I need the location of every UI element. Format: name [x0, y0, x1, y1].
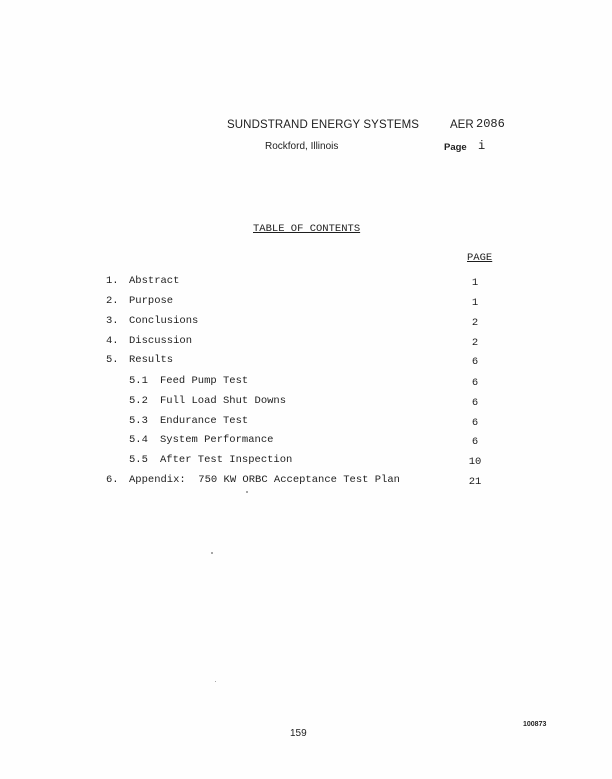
toc-entry-title: After Test Inspection	[160, 454, 293, 466]
toc-entry-title: Results	[129, 354, 174, 366]
toc-entry-page: 6	[471, 356, 479, 368]
toc-entry-number: 1.	[106, 275, 119, 287]
toc-entry-number: 5.3	[129, 415, 148, 427]
scan-speck	[215, 681, 216, 682]
toc-title: TABLE OF CONTENTS	[253, 223, 361, 235]
toc-entry-title: System Performance	[160, 434, 274, 446]
aer-number: 2086	[476, 117, 505, 131]
toc-entry-title: Endurance Test	[160, 415, 249, 427]
toc-entry-title: Feed Pump Test	[160, 375, 249, 387]
toc-entry-number: 5.	[106, 354, 119, 366]
toc-entry-page: 6	[471, 417, 479, 429]
toc-entry-number: 3.	[106, 315, 119, 327]
toc-page-column-header: PAGE	[467, 252, 493, 264]
toc-entry-page: 2	[471, 337, 479, 349]
company-location: Rockford, Illinois	[265, 141, 339, 152]
toc-entry-number: 5.1	[129, 375, 148, 387]
company-name: SUNDSTRAND ENERGY SYSTEMS	[227, 119, 420, 131]
toc-entry-page: 21	[468, 476, 482, 488]
toc-entry-page: 6	[471, 436, 479, 448]
scan-speck	[211, 552, 213, 554]
page-label: Page	[444, 142, 467, 153]
toc-entry-page: 6	[471, 377, 479, 389]
footer-page-number: 159	[290, 728, 307, 739]
toc-entry-title: Appendix: 750 KW ORBC Acceptance Test Plan	[129, 474, 400, 486]
toc-entry-title: Discussion	[129, 335, 193, 347]
toc-entry-page: 1	[471, 277, 479, 289]
page-number: i	[478, 139, 486, 153]
toc-entry-number: 5.5	[129, 454, 148, 466]
aer-label: AER	[450, 119, 474, 131]
toc-entry-page: 6	[471, 397, 479, 409]
toc-entry-page: 2	[471, 317, 479, 329]
toc-entry-number: 2.	[106, 295, 119, 307]
toc-entry-title: Conclusions	[129, 315, 199, 327]
toc-entry-number: 6.	[106, 474, 119, 486]
toc-entry-number: 5.2	[129, 395, 148, 407]
toc-entry-page: 1	[471, 297, 479, 309]
toc-entry-number: 5.4	[129, 434, 148, 446]
toc-entry-title: Full Load Shut Downs	[160, 395, 287, 407]
toc-entry-number: 4.	[106, 335, 119, 347]
toc-entry-page: 10	[468, 456, 482, 468]
document-id: 100873	[523, 721, 547, 728]
toc-entry-title: Abstract	[129, 275, 180, 287]
toc-entry-title: Purpose	[129, 295, 174, 307]
scan-speck	[246, 491, 248, 493]
